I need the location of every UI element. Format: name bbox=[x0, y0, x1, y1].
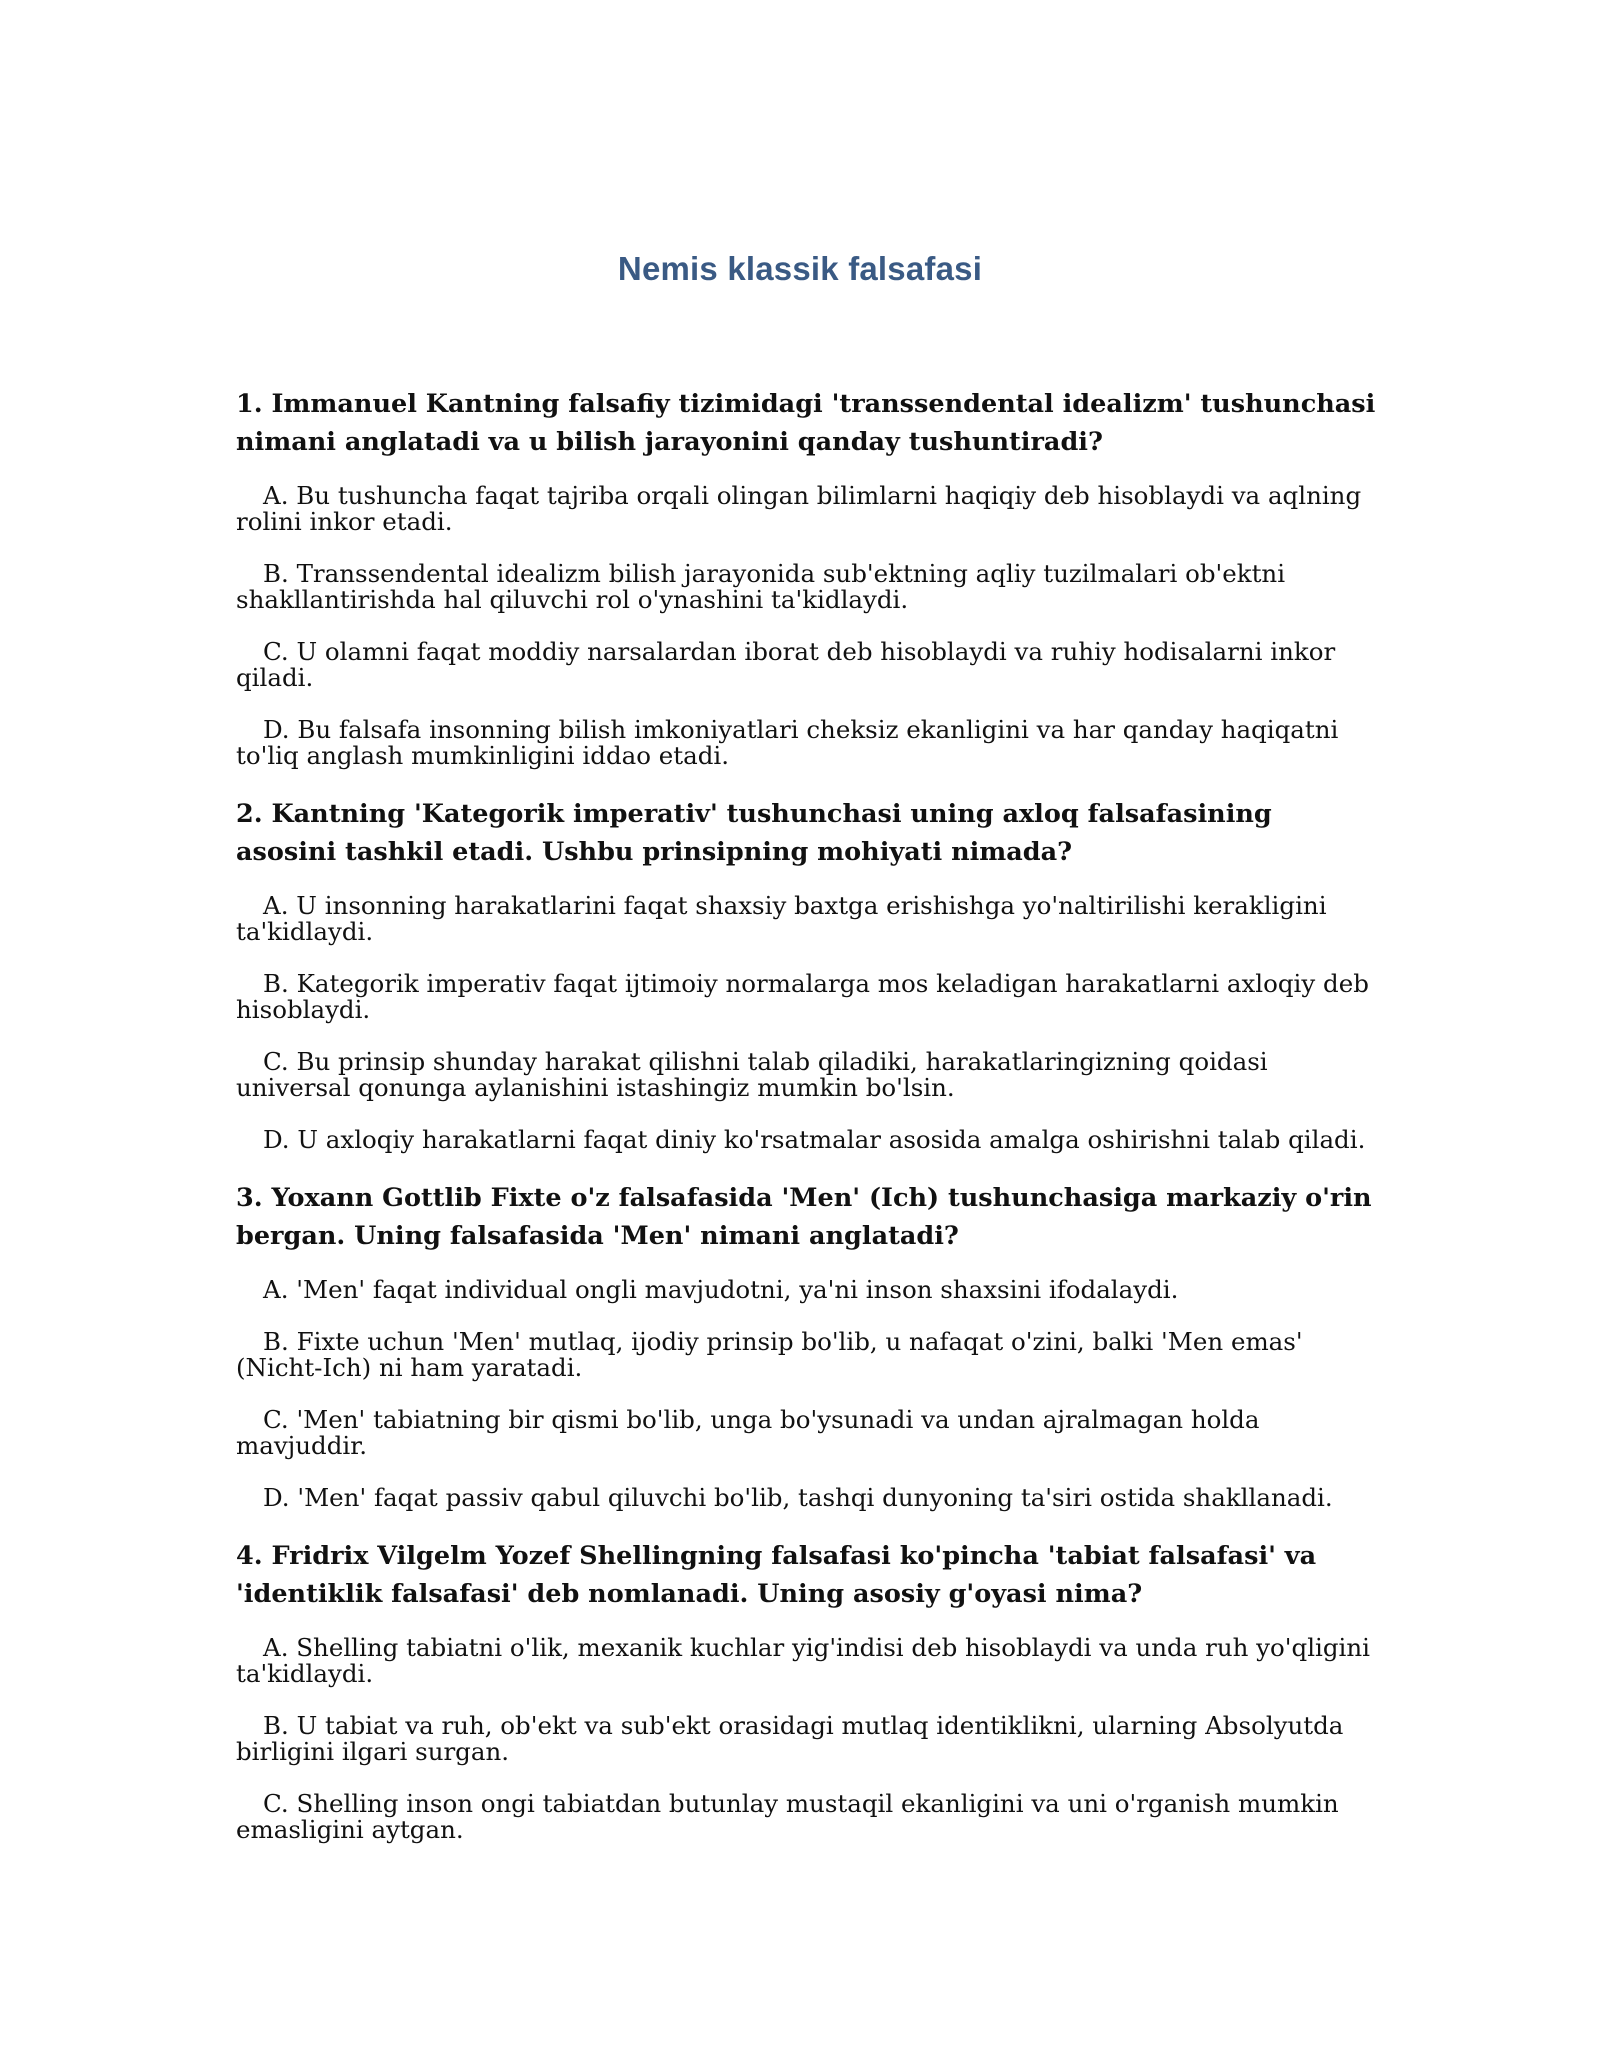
answer-option-d: D. Bu falsafa insonning bilish imkoniyatlari cheksiz ekanligini va har qanday haqiqatni to'liq anglash mumkinligini iddao etadi. bbox=[236, 715, 1339, 770]
answer-option-a: A. U insonning harakatlarini faqat shaxsiy baxtga erishishga yo'naltirilishi kerakligini ta'kidlaydi. bbox=[236, 891, 1327, 946]
question-text: 1. Immanuel Kantning falsafiy tizimidagi 'transsendental idealizm' tushunchasi nimani anglatadi va u bilish jarayonini qanday tushuntiradi? bbox=[236, 389, 1376, 457]
question-1 bbox=[236, 385, 1376, 769]
question-text: 2. Kantning 'Kategorik imperativ' tushunchasi uning axloq falsafasining asosini tashkil etadi. Ushbu prinsipning mohiyati nimada? bbox=[236, 799, 1272, 867]
answer-option-c: C. Bu prinsip shunday harakat qilishni talab qiladiki, harakatlaringizning qoidasi universal qonunga aylanishini istashingiz mumkin bo'lsin. bbox=[236, 1047, 1268, 1102]
answer-option-b: B. Fixte uchun 'Men' mutlaq, ijodiy prinsip bo'lib, u nafaqat o'zini, balki 'Men emas' (Nicht-Ich) ni ham yaratadi. bbox=[236, 1327, 1303, 1382]
document-title: Nemis klassik falsafasi bbox=[617, 250, 983, 287]
answer-option-d: D. 'Men' faqat passiv qabul qiluvchi bo'lib, tashqi dunyoning ta'siri ostida shakllanadi. bbox=[263, 1483, 1333, 1512]
question-3 bbox=[236, 1179, 1376, 1511]
question-2 bbox=[236, 795, 1376, 1153]
answer-option-c: C. 'Men' tabiatning bir qismi bo'lib, unga bo'ysunadi va undan ajralmagan holda mavjuddir. bbox=[236, 1405, 1260, 1460]
question-text: 4. Fridrix Vilgelm Yozef Shellingning falsafasi ko'pincha 'tabiat falsafasi' va 'identiklik falsafasi' deb nomlanadi. Uning asosiy g'oyasi nima? bbox=[236, 1541, 1317, 1609]
question-list bbox=[236, 385, 1376, 1869]
answer-option-a: A. 'Men' faqat individual ongli mavjudotni, ya'ni inson shaxsini ifodalaydi. bbox=[263, 1275, 1179, 1304]
answer-option-c: C. U olamni faqat moddiy narsalardan iborat deb hisoblaydi va ruhiy hodisalarni inkor qiladi. bbox=[236, 637, 1336, 692]
answer-option-c: C. Shelling inson ongi tabiatdan butunlay mustaqil ekanligini va uni o'rganish mumkin emasligini aytgan. bbox=[236, 1789, 1339, 1844]
answer-option-d: D. U axloqiy harakatlarni faqat diniy ko'rsatmalar asosida amalga oshirishni talab qiladi. bbox=[263, 1125, 1366, 1154]
answer-option-a: A. Bu tushuncha faqat tajriba orqali olingan bilimlarni haqiqiy deb hisoblaydi va aqlning rolini inkor etadi. bbox=[236, 481, 1362, 536]
answer-option-b: B. U tabiat va ruh, ob'ekt va sub'ekt orasidagi mutlaq identiklikni, ularning Absolyutda birligini ilgari surgan. bbox=[236, 1711, 1344, 1766]
question-text: 3. Yoxann Gottlib Fixte o'z falsafasida 'Men' (Ich) tushunchasiga markaziy o'rin bergan. Uning falsafasida 'Men' nimani anglatadi? bbox=[236, 1183, 1372, 1251]
answer-option-b: B. Transsendental idealizm bilish jarayonida sub'ektning aqliy tuzilmalari ob'ektni shakllantirishda hal qiluvchi rol o'ynashini ta'kidlaydi. bbox=[236, 559, 1286, 614]
question-4 bbox=[236, 1537, 1376, 1843]
answer-option-b: B. Kategorik imperativ faqat ijtimoiy normalarga mos keladigan harakatlarni axloqiy deb hisoblaydi. bbox=[236, 969, 1369, 1024]
answer-option-a: A. Shelling tabiatni o'lik, mexanik kuchlar yig'indisi deb hisoblaydi va unda ruh yo'qligini ta'kidlaydi. bbox=[236, 1633, 1370, 1688]
